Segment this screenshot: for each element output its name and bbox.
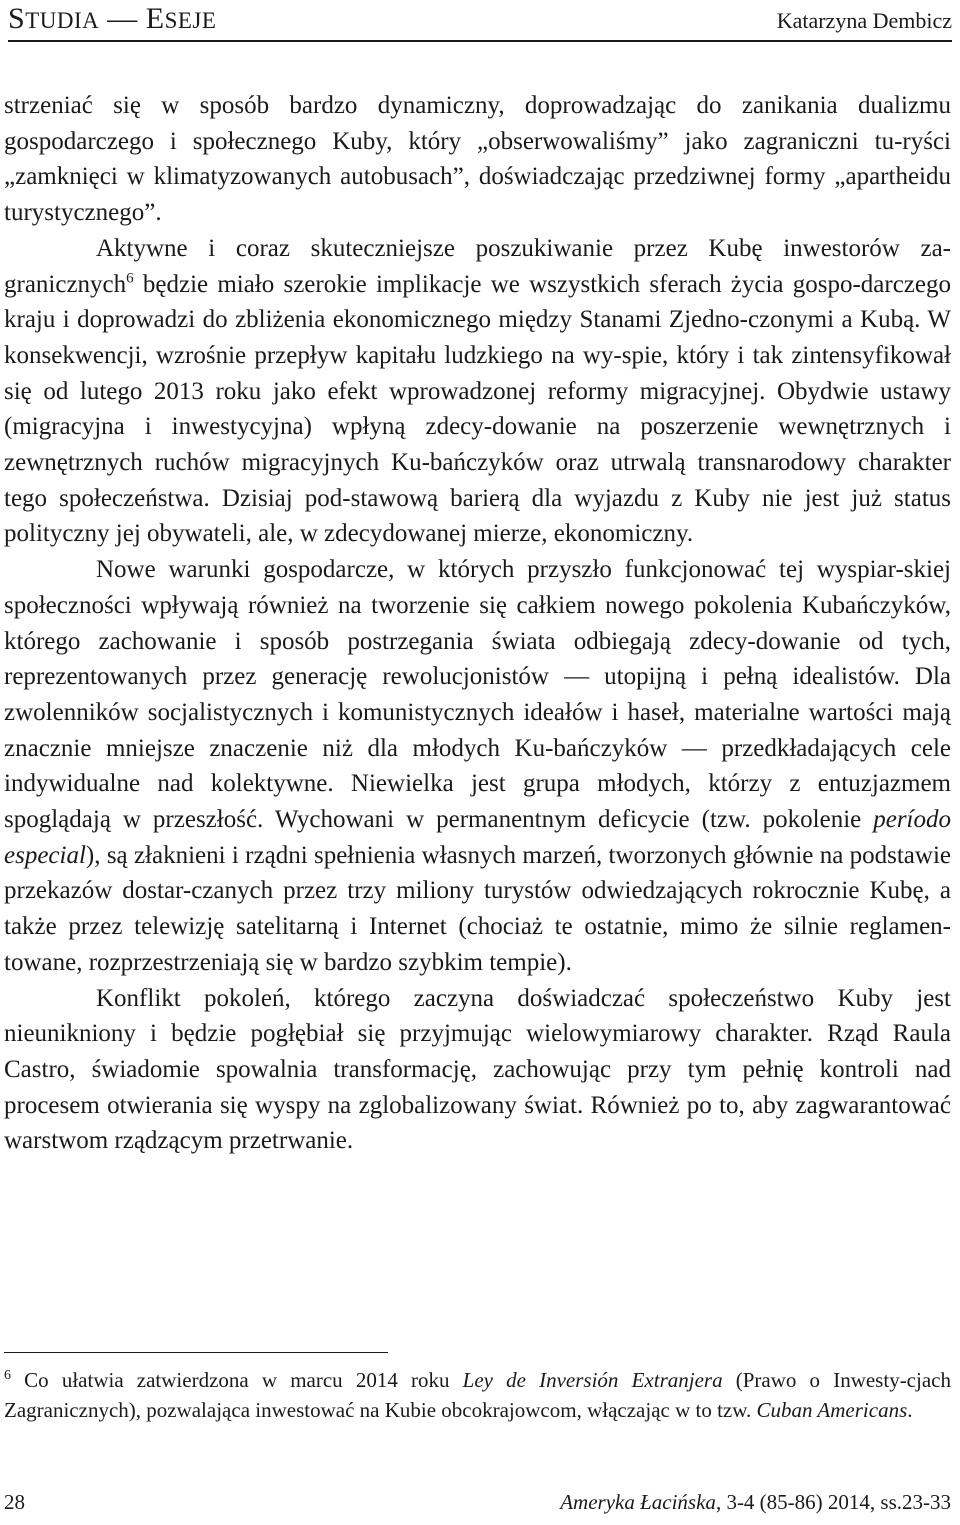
section-title-part: E bbox=[145, 2, 165, 35]
footnote-text: (Prawo o Inwesty-cjach Zagranicznych), pozwalająca inwestować na Kubie obcokrajowcom, włączając w to tzw. bbox=[4, 1368, 951, 1422]
footnote-italic: Cuban Americans bbox=[756, 1398, 908, 1422]
footnote-reference[interactable]: 6 bbox=[126, 270, 134, 287]
body-text bbox=[4, 88, 951, 1159]
author-name: Katarzyna Dembicz bbox=[776, 8, 952, 33]
footnote-6 bbox=[4, 1365, 951, 1425]
italic-term: período especial bbox=[4, 806, 951, 869]
journal-citation bbox=[560, 1490, 951, 1515]
section-title-part: S bbox=[8, 2, 26, 35]
journal-title: Ameryka Łacińska bbox=[560, 1490, 716, 1514]
footnote-number: 6 bbox=[4, 1368, 11, 1383]
footnote-text: Co ułatwia zatwierdzona w marcu 2014 roku bbox=[11, 1368, 463, 1392]
footnote-separator bbox=[4, 1352, 388, 1353]
paragraph-1: strzeniać się w sposób bardzo dynamiczny, doprowadzając do zanikania dualizmu gospodarczego i społecznego Kuby, który „obserwowaliśmy” jako zagraniczni tu-ryści „zamknięci w klimatyzowanych autobusach”, doświadczając przedziwnej formy „apartheidu turystycznego”. bbox=[4, 92, 951, 227]
section-title-part: SEJE bbox=[164, 8, 217, 33]
footnote-italic: Ley de Inversión Extranjera bbox=[462, 1368, 723, 1392]
paragraph-2 bbox=[4, 231, 951, 552]
paragraph-text: Aktywne i coraz skuteczniejsze poszukiwanie przez Kubę inwestorów za-granicznych bbox=[4, 234, 951, 298]
section-title-part: TUDIA bbox=[25, 8, 100, 33]
section-title-part: — bbox=[99, 2, 146, 35]
paragraph-3 bbox=[4, 552, 951, 980]
paragraph-4: Konflikt pokoleń, którego zaczyna doświadczać społeczeństwo Kuby jest nieunikniony i będzie pogłębiał się przyjmując wielowymiarowy charakter. Rząd Raula Castro, świadomie spowalnia transformację, zachowując przy tym pełnię kontroli nad procesem otwierania się wyspy na zglobalizowany świat. Również po to, aby zagwarantować warstwom rządzącym przetrwanie. bbox=[4, 984, 951, 1155]
journal-issue: , 3-4 (85-86) 2014, ss.23-33 bbox=[715, 1490, 951, 1514]
paragraph-text: Nowe warunki gospodarcze, w których przyszło funkcjonować tej wyspiar-skiej społeczności wpływają również na tworzenie się całkiem nowego pokolenia Kubańczyków, którego zachowanie i sposób postrzegania świata odbiegają zdecy-dowanie od tych, reprezentowanych przez generację rewolucjonistów — utopijną i pełną idealistów. Dla zwolenników socjalistycznych i komunistycznych ideałów i haseł, materialne wartości mają znacznie mniejsze znaczenie niż dla młodych Ku-bańczyków — przedkładających cele indywidualne nad kolektywne. Niewielka jest grupa młodych, którzy z entuzjazmem spoglądają w przeszłość. Wychowani w permanentnym deficycie (tzw. pokolenie bbox=[4, 556, 951, 834]
running-header bbox=[8, 0, 952, 42]
paragraph-text: ), są złaknieni i rządni spełnienia własnych marzeń, tworzonych głównie na podstawie przekazów dostar-czanych przez trzy miliony turystów odwiedzających rokrocznie Kubę, a także przez telewizję satelitarną i Internet (chociaż te ostatnie, mimo że silnie reglamen-towane, rozprzestrzeniają się w bardzo szybkim tempie). bbox=[4, 841, 951, 976]
paragraph-text: będzie miało szerokie implikacje we wszystkich sferach życia gospo-darczego kraju i doprowadzi do zbliżenia ekonomicznego między Stanami Zjedno-czonymi a Kubą. W konsekwencji, wzrośnie przepływ kapitału ludzkiego na wy-spie, który i tak zintensyfikował się od lutego 2013 roku jako efekt wprowadzonej reformy migracyjnej. Obydwie ustawy (migracyjna i inwestycyjna) wpłyną zdecy-dowanie na poszerzenie wewnętrznych i zewnętrznych ruchów migracyjnych Ku-bańczyków oraz utrwalą transnarodowy charakter tego społeczeństwa. Dzisiaj pod-stawową barierą dla wyjazdu z Kuby nie jest już status polityczny jej obywateli, ale, w zdecydowanej mierze, ekonomiczny. bbox=[4, 270, 951, 548]
footnote-text: . bbox=[907, 1398, 913, 1422]
page-number: 28 bbox=[4, 1490, 25, 1514]
section-title bbox=[8, 2, 216, 36]
